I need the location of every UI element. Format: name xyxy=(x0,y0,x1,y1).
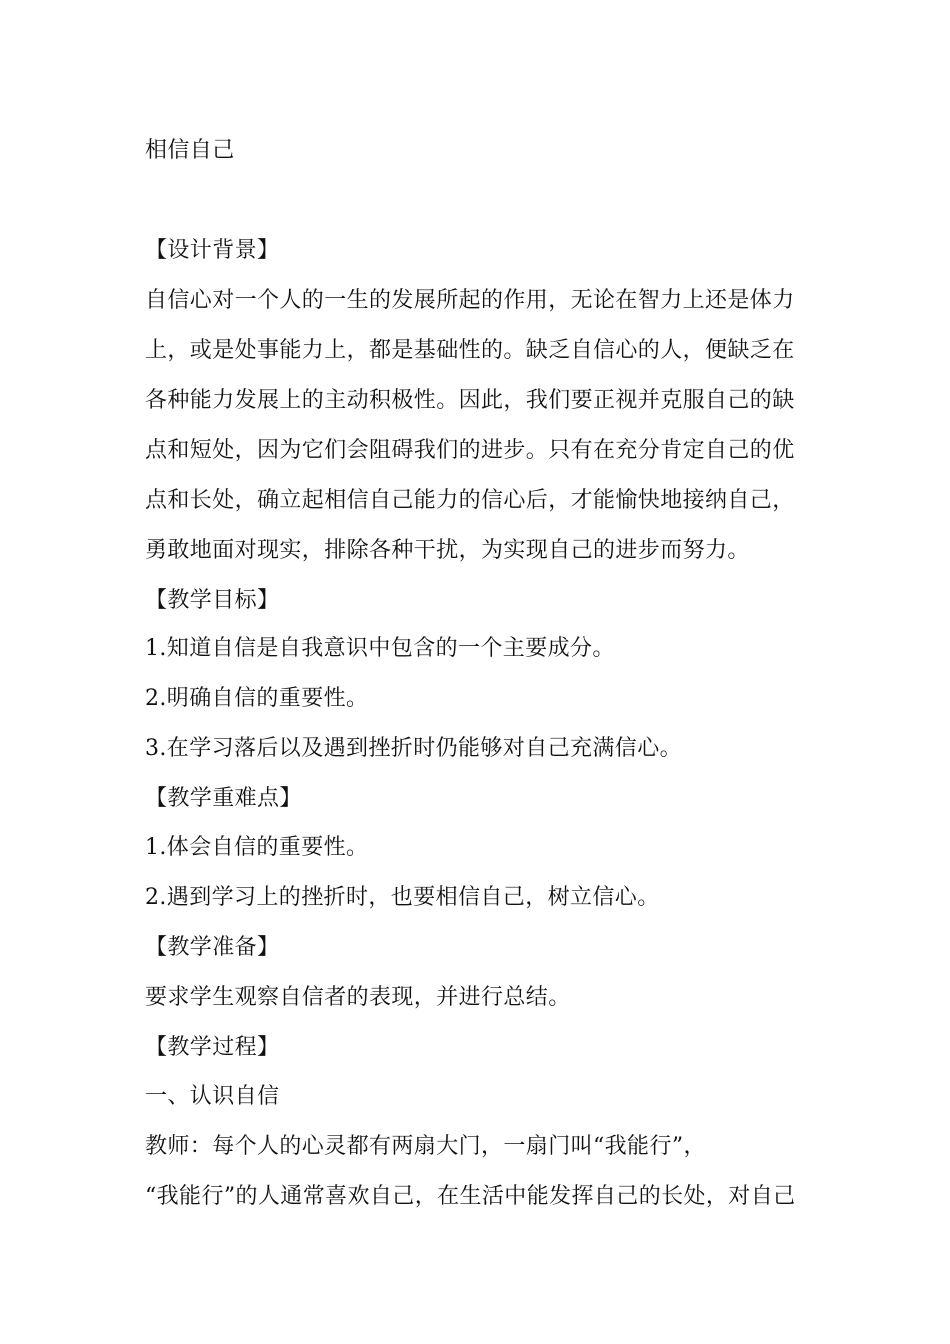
preparation-text: 要求学生观察自信者的表现，并进行总结。 xyxy=(145,985,571,1010)
objective-item: 2.明确自信的重要性。 xyxy=(145,686,369,711)
process-step-heading: 一、认识自信 xyxy=(145,1084,280,1109)
paragraph-line: 点和长处，确立起相信自己能力的信心后，才能愉快地接纳自己， xyxy=(145,488,795,513)
paragraph-line: 各种能力发展上的主动积极性。因此，我们要正视并克服自己的缺 xyxy=(145,388,795,413)
paragraph-line: 上，或是处事能力上，都是基础性的。缺乏自信心的人，便缺乏在 xyxy=(145,338,795,363)
document-title: 相信自己 xyxy=(145,138,235,163)
paragraph-line: 点和短处，因为它们会阻碍我们的进步。只有在充分肯定自己的优 xyxy=(145,438,795,463)
section-heading-preparation: 【教学准备】 xyxy=(145,935,280,960)
key-point-item: 1.体会自信的重要性。 xyxy=(145,835,369,860)
section-heading-process: 【教学过程】 xyxy=(145,1035,280,1060)
paragraph-line: “我能行”的人通常喜欢自己，在生活中能发挥自己的长处，对自己 xyxy=(145,1184,796,1209)
paragraph-line: 自信心对一个人的一生的发展所起的作用，无论在智力上还是体力 xyxy=(145,288,795,313)
key-point-item: 2.遇到学习上的挫折时，也要相信自己，树立信心。 xyxy=(145,885,660,910)
objective-item: 1.知道自信是自我意识中包含的一个主要成分。 xyxy=(145,636,615,661)
section-heading-key-points: 【教学重难点】 xyxy=(145,786,302,811)
section-heading-background: 【设计背景】 xyxy=(145,238,280,263)
objective-item: 3.在学习落后以及遇到挫折时仍能够对自己充满信心。 xyxy=(145,736,682,761)
section-heading-objectives: 【教学目标】 xyxy=(145,588,280,613)
paragraph-line: 教师：每个人的心灵都有两扇大门，一扇门叫“我能行”， xyxy=(145,1134,706,1159)
paragraph-line: 勇敢地面对现实，排除各种干扰，为实现自己的进步而努力。 xyxy=(145,538,750,563)
